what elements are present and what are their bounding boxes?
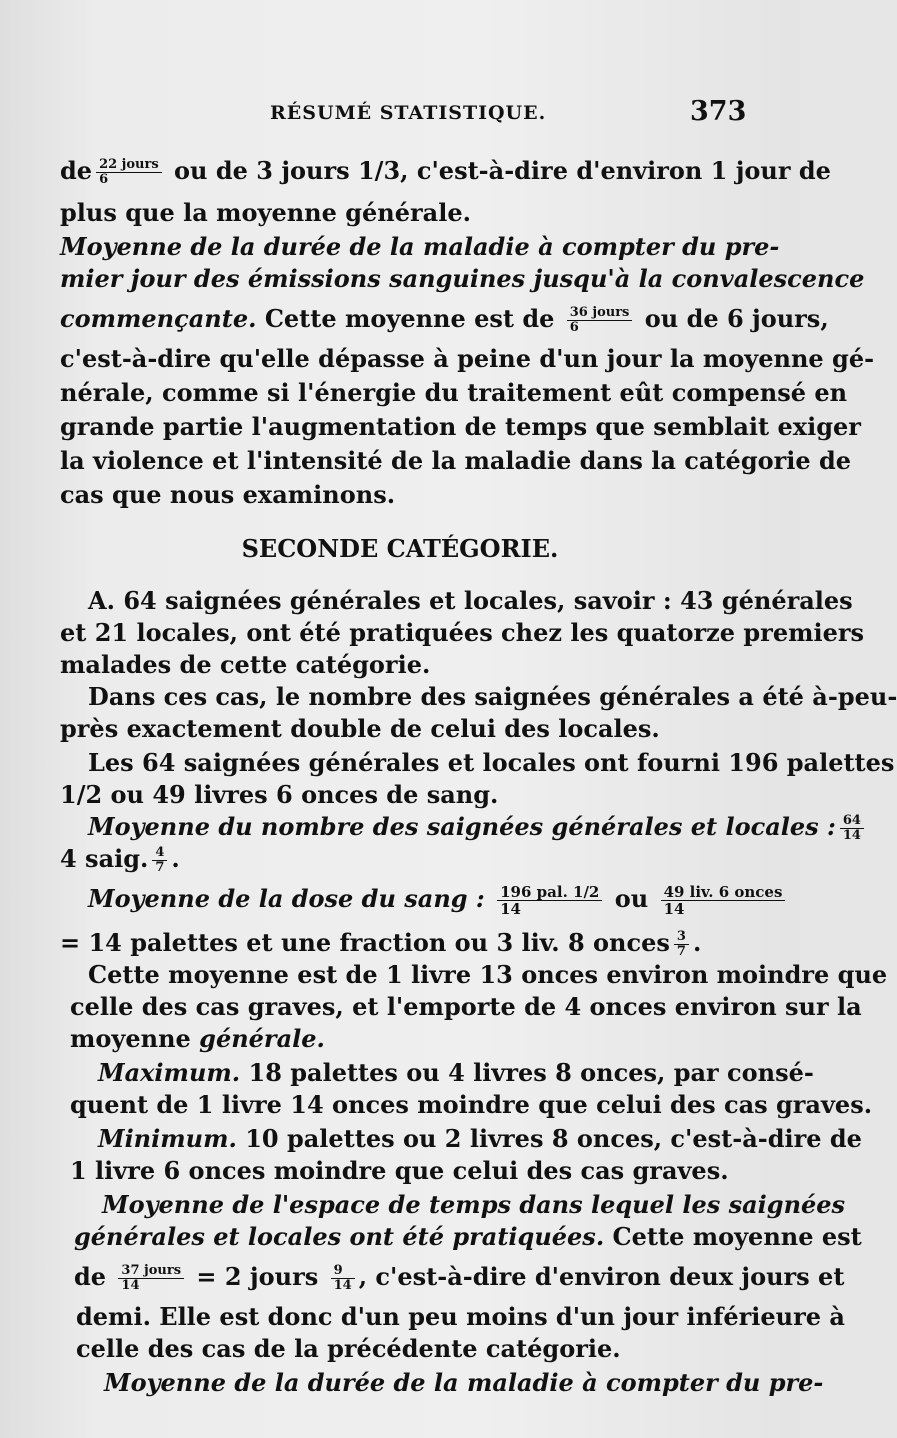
text-span: Moyenne de la dose du sang : [88,884,485,913]
text-line: plus que la moyenne générale. [60,198,471,227]
running-title: RÉSUMÉ STATISTIQUE. [270,102,547,124]
text-line: près exactement double de celui des locales. [60,714,660,743]
text-line: celle des cas de la précédente catégorie. [76,1334,621,1363]
fraction [674,930,689,959]
fraction [497,884,602,917]
text-line: cas que nous examinons. [60,480,396,509]
text-span: commençante. [60,304,257,333]
fraction-denominator: 14 [500,900,521,918]
text-line: demi. Elle est donc d'un peu moins d'un jour inférieure à [76,1302,845,1331]
text-line [74,1262,845,1293]
text-span: Cette moyenne est de [264,304,555,333]
text-span: = 2 jours [196,1262,319,1291]
text-line: A. 64 saignées générales et locales, savoir : 43 générales [88,586,853,615]
fraction [331,1264,355,1293]
fraction-numerator: 3 [674,930,689,945]
text-span: 18 palettes ou 4 livres 8 onces, par consé- [248,1058,814,1087]
text-line: quent de 1 livre 14 onces moindre que celui des cas graves. [70,1090,873,1119]
text-line: 1/2 ou 49 livres 6 onces de sang. [60,780,499,809]
text-line [88,812,861,843]
text-span: 10 palettes ou 2 livres 8 onces, c'est-à-dire de [245,1124,862,1153]
fraction-numerator: 196 pal. 1/2 [497,884,602,901]
text-span: 4 saig. [60,844,149,873]
fraction-denominator: 14 [333,1278,352,1293]
text-line: 1 livre 6 onces moindre que celui des cas graves. [70,1156,729,1185]
text-line: 4 saig. $\frac{4}{7}$ . [60,844,180,875]
text-line: celle des cas graves, et l'emporte de 4 onces environ sur la [70,992,862,1021]
text-line [98,1058,814,1088]
text-line [88,883,783,918]
fraction-denominator: 6 [569,320,579,335]
text-line: mier jour des émissions sanguines jusqu'à la convalescence [60,264,865,293]
text-line [60,304,829,335]
fraction [118,1264,184,1293]
text-line: la violence et l'intensité de la maladie dans la catégorie de [60,446,852,475]
text-span: générale. [199,1024,325,1053]
text-span: = 14 palettes et une fraction ou 3 liv. 8 onces [60,928,670,957]
fraction-denominator: 14 [121,1278,140,1293]
text-line: Cette moyenne est de 1 livre 13 onces environ moindre que [88,960,888,989]
fraction-numerator: 22 jours [96,158,162,173]
text-line: c'est-à-dire qu'elle dépasse à peine d'un jour la moyenne gé- [60,344,875,373]
text-line: grande partie l'augmentation de temps que semblait exiger [60,412,861,441]
text-span: ou de 6 jours, [644,304,829,333]
text-span: Maximum. [98,1058,241,1087]
fraction [661,884,786,917]
fraction-denominator: 7 [155,860,165,875]
fraction-denominator: 14 [663,900,685,918]
fraction-numerator: 37 jours [118,1264,184,1279]
fraction [567,306,633,335]
text-line: Moyenne de la durée de la maladie à compter du pre- [104,1368,824,1397]
page-header [0,96,800,136]
fraction [152,846,167,875]
text-line: Moyenne de la durée de la maladie à compter du pre- [60,232,780,261]
text-line: nérale, comme si l'énergie du traitement eût compensé en [60,378,848,407]
text-line: Les 64 saignées générales et locales ont fourni 196 palettes [88,748,895,777]
text-span: de [60,156,93,185]
text-line: Moyenne de l'espace de temps dans lequel les saignées [102,1190,846,1219]
section-heading: SECONDE CATÉGORIE. [241,534,559,563]
text-span: Cette moyenne est [612,1222,862,1251]
fraction [840,814,864,843]
fraction-numerator: 49 liv. 6 onces [661,884,786,901]
text-line: et 21 locales, ont été pratiquées chez les quatorze premiers [60,618,865,647]
fraction-denominator: 7 [676,944,686,959]
fraction-denominator: 6 [99,172,109,187]
fraction-numerator: 9 [331,1264,355,1279]
text-line [74,1222,862,1252]
text-line: Dans ces cas, le nombre des saignées générales a été à-peu- [88,682,897,711]
text-span: moyenne [70,1024,191,1053]
text-line [60,156,831,187]
fraction-numerator: 36 jours [567,306,633,321]
text-span: , c'est-à-dire d'environ deux jours et [358,1262,845,1291]
page-number: 373 [690,96,747,127]
fraction [96,158,162,187]
text-span: ou [614,884,649,913]
text-line: = 14 palettes et une fraction ou 3 liv. 8 onces $\frac{3}{7}$ . [60,928,702,959]
text-line: malades de cette catégorie. [60,650,431,679]
text-span: de [74,1262,107,1291]
text-span: générales et locales ont été pratiquées. [74,1222,605,1251]
text-span: Moyenne du nombre des saignées générales et locales : [88,812,836,841]
text-line [70,1024,770,1054]
text-span: Minimum. [98,1124,237,1153]
text-line [98,1124,862,1154]
fraction-numerator: 64 [840,814,864,829]
text-span: ou de 3 jours 1/3, c'est-à-dire d'environ 1 jour de [174,156,831,185]
fraction-numerator: 4 [152,846,167,861]
fraction-denominator: 14 [842,828,861,843]
